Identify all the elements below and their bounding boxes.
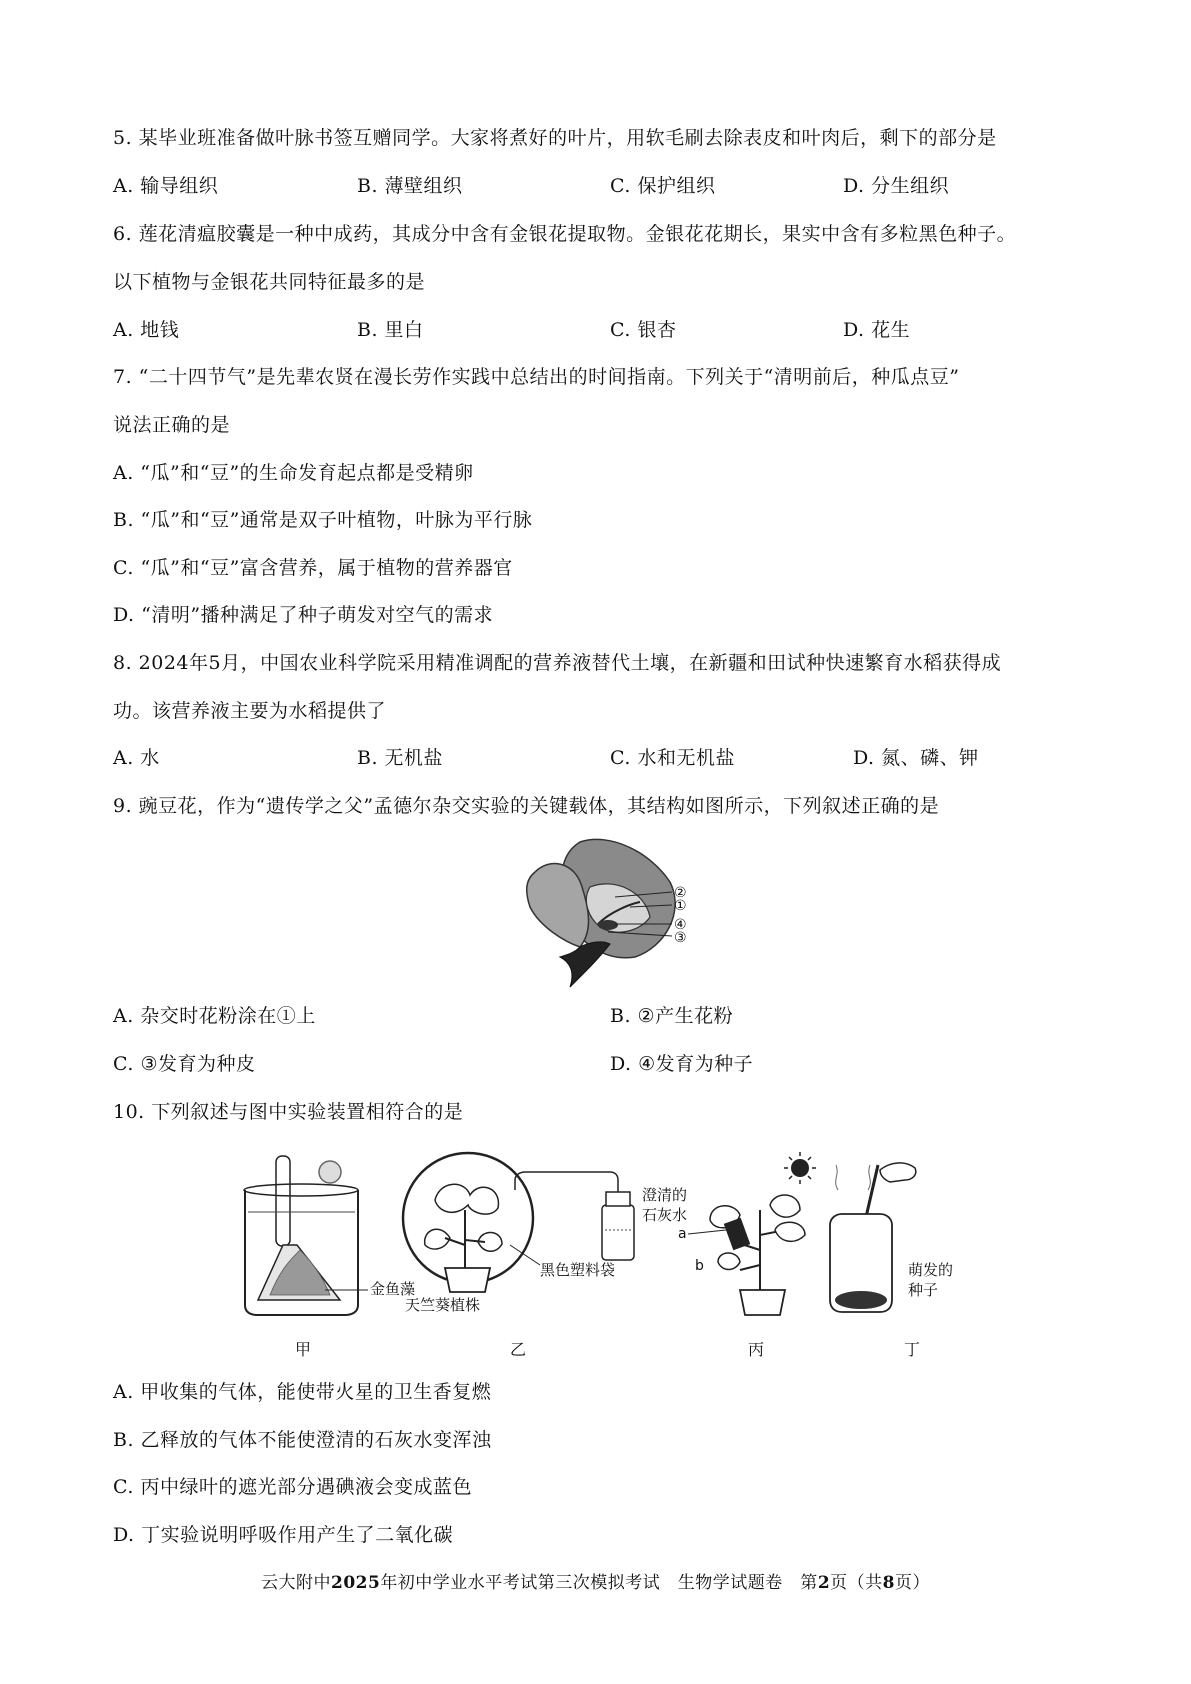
page-footer bbox=[0, 1571, 1191, 1595]
experiment-figure bbox=[240, 1150, 990, 1360]
q6-option-b: B. 里白 bbox=[357, 319, 424, 341]
q7-option-d: D. “清明”播种满足了种子萌发对空气的需求 bbox=[113, 604, 494, 626]
q6-stem-line1: 6. 莲花清瘟胶囊是一种中成药，其成分中含有金银花提取物。金银花花期长，果实中含有多粒黑色种子。 bbox=[113, 223, 1017, 245]
hand-icon bbox=[880, 1163, 916, 1182]
label-seed-2: 种子 bbox=[908, 1281, 939, 1299]
label-3: ③ bbox=[674, 930, 687, 946]
footer-total-pages: 8 bbox=[882, 1573, 895, 1593]
label-a: a bbox=[678, 1226, 687, 1242]
caption-jia: 甲 bbox=[295, 1340, 312, 1359]
label-plant: 天竺葵植株 bbox=[405, 1296, 481, 1314]
q10-option-a: A. 甲收集的气体，能使带火星的卫生香复燃 bbox=[113, 1381, 492, 1403]
label-4: ④ bbox=[674, 917, 687, 933]
caption-yi: 乙 bbox=[510, 1340, 527, 1359]
plant-pot-bing bbox=[740, 1290, 785, 1315]
apparatus-yi bbox=[403, 1153, 687, 1314]
q10-option-b: B. 乙释放的气体不能使澄清的石灰水变浑浊 bbox=[113, 1429, 492, 1451]
q7-option-b: B. “瓜”和“豆”通常是双子叶植物，叶脉为平行脉 bbox=[113, 509, 533, 531]
label-seed-1: 萌发的 bbox=[908, 1261, 954, 1279]
label-waterweed: 金鱼藻 bbox=[370, 1280, 416, 1298]
q7-stem-line2: 说法正确的是 bbox=[113, 414, 231, 436]
q7-option-a: A. “瓜”和“豆”的生命发育起点都是受精卵 bbox=[113, 462, 474, 484]
q5-stem: 5. 某毕业班准备做叶脉书签互赠同学。大家将煮好的叶片，用软毛刷去除表皮和叶肉后，剩下的部分是 bbox=[113, 127, 997, 149]
pea-flower-figure bbox=[520, 832, 710, 992]
q9-option-d: D. ④发育为种子 bbox=[610, 1053, 754, 1075]
germinating-seeds bbox=[835, 1291, 887, 1309]
q8-option-a: A. 水 bbox=[113, 747, 160, 769]
q8-stem-line2: 功。该营养液主要为水稻提供了 bbox=[113, 700, 387, 722]
black-bag bbox=[403, 1153, 533, 1283]
q5-option-c: C. 保护组织 bbox=[610, 175, 716, 197]
plant-pot bbox=[445, 1268, 490, 1292]
q7-stem-line1: 7. “二十四节气”是先辈农贤在漫长劳作实践中总结出的时间指南。下列关于“清明前后，种瓜点豆” bbox=[113, 366, 960, 388]
flower-sepal bbox=[560, 942, 610, 987]
label-b: b bbox=[695, 1258, 704, 1274]
lime-water-bottle bbox=[602, 1205, 634, 1260]
q9-option-c: C. ③发育为种皮 bbox=[113, 1053, 256, 1075]
sun-icon bbox=[319, 1161, 341, 1183]
q8-option-c: C. 水和无机盐 bbox=[610, 747, 735, 769]
q6-option-a: A. 地钱 bbox=[113, 319, 180, 341]
label-1: ① bbox=[674, 898, 687, 914]
q7-option-c: C. “瓜”和“豆”富含营养，属于植物的营养器官 bbox=[113, 557, 513, 579]
q8-stem-line1: 8. 2024年5月，中国农业科学院采用精准调配的营养液替代土壤，在新疆和田试种快速繁育水稻获得成 bbox=[113, 652, 1002, 674]
apparatus-bing bbox=[678, 1152, 816, 1315]
q6-option-d: D. 花生 bbox=[843, 319, 911, 341]
q9-option-a: A. 杂交时花粉涂在①上 bbox=[113, 1005, 316, 1027]
test-tube bbox=[276, 1156, 290, 1246]
footer-page-number: 2 bbox=[817, 1573, 831, 1593]
label-2: ② bbox=[674, 885, 687, 901]
sun-icon-bing bbox=[791, 1159, 809, 1177]
label-lime-1: 澄清的 bbox=[642, 1186, 688, 1204]
q6-stem-line2: 以下植物与金银花共同特征最多的是 bbox=[113, 271, 426, 293]
q10-option-c: C. 丙中绿叶的遮光部分遇碘液会变成蓝色 bbox=[113, 1476, 472, 1498]
q8-option-d: D. 氮、磷、钾 bbox=[853, 747, 979, 769]
q5-option-b: B. 薄壁组织 bbox=[357, 175, 463, 197]
q5-option-a: A. 输导组织 bbox=[113, 175, 219, 197]
q9-option-b: B. ②产生花粉 bbox=[610, 1005, 734, 1027]
q10-stem: 10. 下列叙述与图中实验装置相符合的是 bbox=[113, 1101, 464, 1123]
label-black-bag: 黑色塑料袋 bbox=[540, 1261, 616, 1279]
q6-option-c: C. 银杏 bbox=[610, 319, 677, 341]
apparatus-ding bbox=[830, 1163, 953, 1312]
flower-ovary bbox=[598, 920, 618, 930]
footer-suffix: 页） bbox=[895, 1573, 930, 1593]
foil-cover bbox=[724, 1218, 750, 1250]
q9-stem: 9. 豌豆花，作为“遗传学之父”孟德尔杂交实验的关键载体，其结构如图所示，下列叙述正确的是 bbox=[113, 795, 940, 817]
apparatus-jia bbox=[244, 1156, 415, 1315]
q5-option-d: D. 分生组织 bbox=[843, 175, 950, 197]
footer-mid2: 页（共 bbox=[830, 1573, 883, 1593]
caption-ding: 丁 bbox=[904, 1340, 921, 1359]
footer-prefix: 云大附中 bbox=[260, 1573, 331, 1593]
footer-year: 2025 bbox=[330, 1573, 381, 1593]
footer-mid: 年初中学业水平考试第三次模拟考试 生物学试题卷 第 bbox=[380, 1573, 818, 1593]
q8-option-b: B. 无机盐 bbox=[357, 747, 444, 769]
q10-option-d: D. 丁实验说明呼吸作用产生了二氧化碳 bbox=[113, 1524, 454, 1546]
caption-bing: 丙 bbox=[748, 1340, 765, 1359]
label-lime-2: 石灰水 bbox=[642, 1206, 688, 1224]
